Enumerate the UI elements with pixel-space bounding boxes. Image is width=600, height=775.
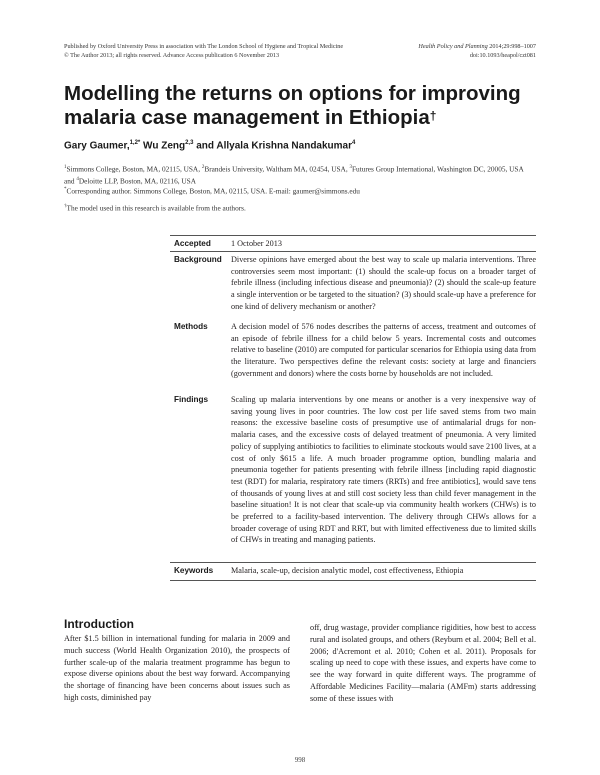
author-1-affil: 1,2* [129,140,141,146]
findings-text: Scaling up malaria interventions by one means or another is a very inexpensive way of saving young lives in poor countries. The low cost per life saved stems from two main reasons: the excessive baseline costs of presumptive use of antimalarial drugs for non-malaria cases, and the excessive costs of delayed treatment of pneumonia. A very limited policy of supplying antibiotics to facilities to eliminate stockouts would save 2100 lives, at a cost of only $615 a life. A much broader programme option, bundling malaria and pneumonia together for patients presenting with febrile illness [including rapid diagnostic test (RDT) for malaria, respiratory rate timers (RRTs) and free antibiotics], would save tens of thousands of young lives at and still cost society less than child fever management in the baseline situation! It is not clear that scale-up via community health workers (CHWs) is to be preferred to a facility-based intervention. The delivery through CHWs allows for a broader coverage of using RDT and RRT, but with limited effectiveness due to limited skills of CHWs in treating and managing patients. [231,395,536,545]
affil-2-sup: 2 [201,165,205,170]
affil-3-sup: 3 [349,165,352,170]
author-3: and Allyala Krishna Nandakumar [193,140,353,152]
model-note-sup: † [64,204,67,209]
title-text: Modelling the returns on options for improving malaria case management in Ethiopia [64,82,521,129]
keywords-text: Malaria, scale-up, decision analytic model, cost effectiveness, Ethiopia [231,566,464,575]
corresponding-text: Corresponding author. Simmons College, Boston, MA, 02115, USA. E-mail: gaumer@simmons.edu [66,186,360,196]
abstract-top-rule [170,235,536,236]
methods-text: A decision model of 576 nodes describes the patterns of access, treatment and outcomes of an episode of febrile illness for a child below 5 years. Incremental costs and outcomes relative to baseline (2010) are computed for particular scenarios for Ethiopia using data from the literature. Two perspectives define the relevant costs: society at large and financiers (government and donors) where the costs borne by households are not included. [231,322,536,378]
affil-4-sup: 4 [76,176,79,182]
header-copyright-line: © The Author 2013; all rights reserved. Advance Access publication 6 November 2013 [64,52,280,59]
abstract-bottom-rule [170,580,536,581]
corresponding-sup: * [64,187,67,192]
author-2: Wu Zeng [140,140,186,152]
methods-label: Methods [174,322,208,331]
affil-3: Futures Group International, Washington DC, 20005, USA and [64,164,524,186]
affiliations [64,163,534,187]
journal-citation: 2014;29:998–1007 [487,43,536,50]
accepted-label: Accepted [174,239,211,248]
accepted-value: 1 October 2013 [231,239,282,248]
affil-4: Deloitte LLP, Boston, MA, 02116, USA [78,176,196,186]
page-number: 998 [294,756,306,764]
findings-label: Findings [174,395,209,404]
author-3-affil: 4 [352,140,356,146]
keywords-label: Keywords [174,566,214,575]
author-1: Gary Gaumer, [64,140,130,152]
header-journal-info [400,42,536,60]
page-title [64,82,544,130]
abstract-keywords-rule [170,562,536,563]
affil-1-sup: 1 [64,165,67,170]
background-label: Background [174,255,222,264]
model-note-text: The model used in this research is available from the authors. [66,203,246,213]
journal-name: Health Policy and Planning [418,43,488,50]
affil-1: Simmons College, Boston, MA, 02115, USA, [66,164,202,174]
header-publisher [64,42,394,60]
introduction-heading: Introduction [64,617,134,631]
affil-2: Brandeis University, Waltham MA, 02454, USA, [204,164,350,174]
background-text: Diverse opinions have emerged about the best way to scale up malaria interventions. Three controversies seem most important: (1) should the scale-up focus on a broader target of febrile illness (including infectious disease and pneumonia)? (2) should the scale-up feature a single intervention or be targeted to the situation? (3) should scale-up have a preference for one kind of delivery mechanism or another? [231,255,536,311]
author-2-affil: 2,3 [185,140,194,146]
abstract-accepted-rule [170,251,536,252]
header-publisher-line1: Published by Oxford University Press in association with The London School of Hygiene and Tropical Medicine [64,43,344,50]
doi: doi:10.1093/heapol/czt081 [469,52,536,59]
model-note [64,202,534,214]
author-list [64,140,355,151]
corresponding-author [64,185,534,197]
intro-column-left: After $1.5 billion in international funding for malaria in 2009 and much success (World Health Organization 2010), the prospects of further scale-up of the malaria treatment programme has begun to expose diverse opinions about the best way forward. Accompanying the shortage of financing have been concerns about issues such as high costs, diminished pay [64,634,290,702]
title-dagger: † [429,109,437,123]
intro-column-right: off, drug wastage, provider compliance rigidities, how best to access rural and isolated groups, and others (Reyburn et al. 2004; Bell et al. 2006; d'Acremont et al. 2010; Cohen et al. 2011). Proposals for scaling up need to cope with these issues, and experts have come to see the way forward in quite different ways. The programme of Affordable Medicines Facility—malaria (AMFm) starts addressing some of these issues with [310,623,536,703]
